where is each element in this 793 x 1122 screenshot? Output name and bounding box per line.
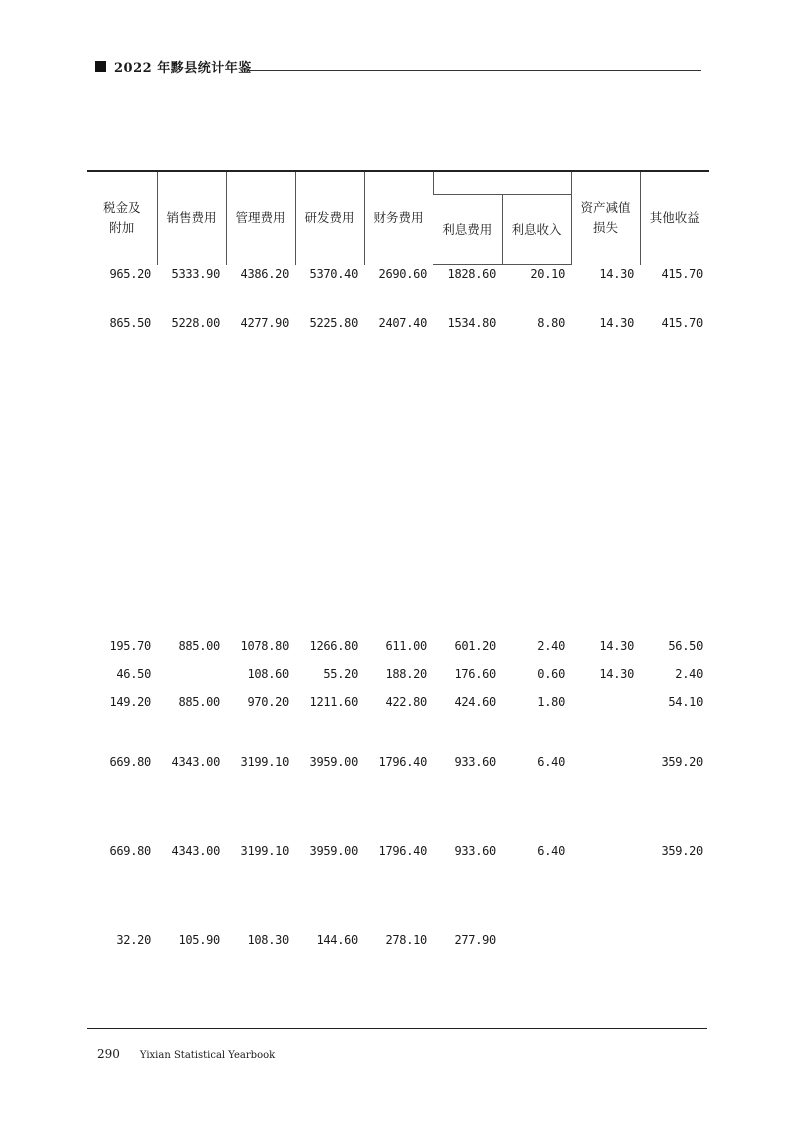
col-header-tax: 税金及 附加 — [87, 171, 157, 265]
col-header-finance: 财务费用 — [364, 171, 433, 265]
table-row: 669.80 4343.00 3199.10 3959.00 1796.40 933.60 6.40 359.20 — [109, 755, 703, 769]
page-number: 290 — [97, 1047, 120, 1061]
table-row: 46.50 108.60 55.20 188.20 176.60 0.60 14.30 2.40 — [116, 667, 703, 681]
col-header-interest-expense: 利息费用 — [433, 195, 502, 265]
col-header-admin: 管理费用 — [226, 171, 295, 265]
table-row: 865.50 5228.00 4277.90 5225.80 2407.40 1534.80 8.80 14.30 415.70 — [109, 316, 703, 330]
table-spacer — [87, 330, 709, 625]
col-header-selling: 销售费用 — [157, 171, 226, 265]
col-header-interest-income: 利息收入 — [502, 195, 571, 265]
col-header-other-income: 其他收益 — [640, 171, 709, 265]
yearbook-title: 2022 年黟县统计年鉴 — [114, 61, 252, 76]
financial-table — [87, 170, 709, 947]
table-row: 195.70 885.00 1078.80 1266.80 611.00 601.20 2.40 14.30 56.50 — [109, 639, 703, 653]
page-footer — [97, 1047, 275, 1061]
table-row: 669.80 4343.00 3199.10 3959.00 1796.40 933.60 6.40 359.20 — [109, 844, 703, 858]
col-group-finance-detail — [433, 171, 571, 195]
running-header — [95, 57, 252, 76]
table-row: 32.20 105.90 108.30 144.60 278.10 277.90 — [116, 933, 496, 947]
col-header-rnd: 研发费用 — [295, 171, 364, 265]
table-row: 149.20 885.00 970.20 1211.60 422.80 424.60 1.80 54.10 — [109, 695, 703, 709]
table-row: 965.20 5333.90 4386.20 5370.40 2690.60 1828.60 20.10 14.30 415.70 — [109, 266, 703, 281]
header-rule — [248, 70, 701, 71]
square-bullet-icon — [95, 61, 106, 72]
book-name: Yixian Statistical Yearbook — [139, 1050, 276, 1061]
col-header-impairment: 资产减值 损失 — [571, 171, 640, 265]
footer-rule — [87, 1028, 707, 1029]
